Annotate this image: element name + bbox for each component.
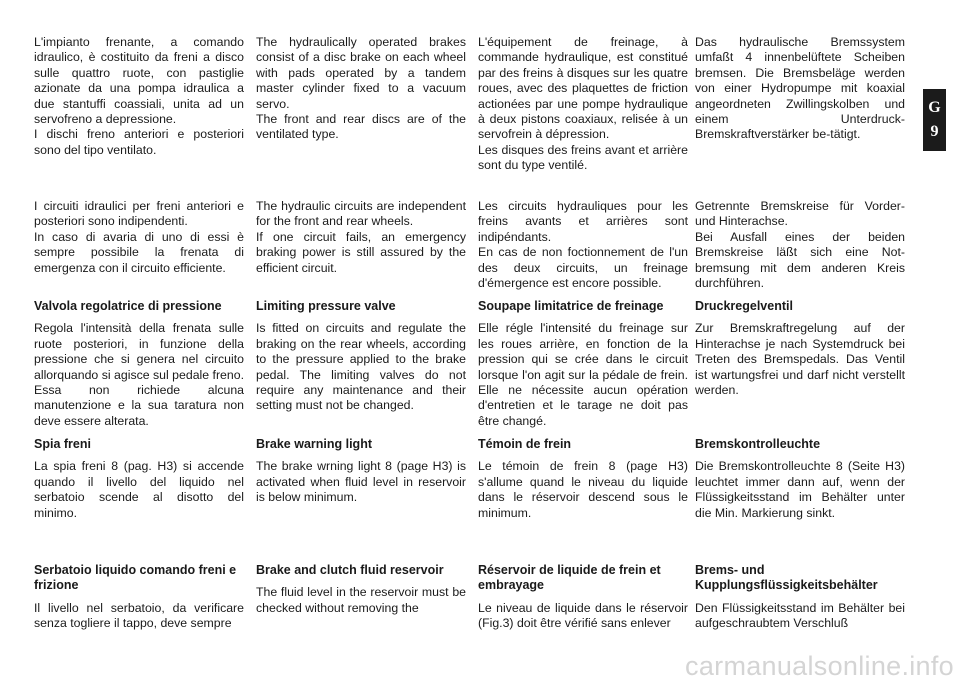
text-block	[256, 437, 466, 506]
text-block	[34, 199, 244, 276]
text-block	[695, 35, 905, 143]
text-block	[256, 199, 466, 276]
section-heading: Spia freni	[34, 437, 91, 451]
text-block	[34, 563, 244, 632]
paragraph: Les disques des freins avant et arrière sont du type ventilé.	[478, 142, 688, 173]
paragraph: Il livello nel serbatoio, da verificare senza togliere il tappo, deve sempre	[34, 600, 244, 631]
section-heading: Réservoir de liquide de frein et embrayage	[478, 563, 661, 593]
paragraph: Das hydraulische Bremssystem umfaßt 4 innenbelüftete Scheiben bremsen. Die Bremsbeläge werden von einer Hydropumpe mit koaxial angeordneten Zwillingskolben und einem Unterdruck-Bremskraftverstärker be-tätigt.	[695, 35, 905, 142]
paragraph: Zur Bremskraftregelung auf der Hinterachse je nach Systemdruck bei Treten des Bremspedals. Das Ventil ist wartungsfrei und darf nicht verstellt werden.	[695, 321, 905, 398]
paragraph: L'équipement de freinage, à commande hydraulique, est constitué par des freins à disques sur les quatre roues, avec des plaquettes de friction actionées par une pompe hydraulique à deux pistons coaxiaux, relisée à un servofrein à dépression.	[478, 35, 688, 142]
text-block	[478, 199, 688, 291]
paragraph: The fluid level in the reservoir must be checked without removing the	[256, 585, 466, 615]
section-heading: Valvola regolatrice di pressione	[34, 299, 222, 313]
paragraph: Die Bremskontrolleuchte 8 (Seite H3) leuchtet immer dann auf, wenn der Flüssigkeitsstand im Behälter unter die Min. Markierung sinkt.	[695, 459, 905, 520]
paragraph: En cas de non foctionnement de l'un des deux circuits, un freinage d'émergence est encore possible.	[478, 245, 688, 291]
paragraph: I dischi freno anteriori e posteriori sono del tipo ventilato.	[34, 127, 244, 157]
paragraph: Le niveau de liquide dans le réservoir (Fig.3) doit être vérifié sans enlever	[478, 600, 688, 631]
section-heading: Brems- und Kupplungsflüssigkeitsbehälter	[695, 563, 878, 593]
paragraph: The brake wrning light 8 (page H3) is activated when fluid level in reservoir is below minimum.	[256, 459, 466, 505]
text-block	[695, 199, 905, 291]
paragraph: In caso di avaria di uno di essi è sempre possibile la frenata di emergenza con il circuito efficiente.	[34, 229, 244, 275]
section-heading: Témoin de frein	[478, 437, 572, 451]
paragraph: The hydraulically operated brakes consist of a disc brake on each wheel with pads operated by a tandem master cylinder fixed to a vacuum servo.	[256, 35, 466, 111]
text-block	[256, 35, 466, 143]
text-block	[256, 299, 466, 414]
text-block	[478, 299, 688, 429]
text-block	[478, 563, 688, 632]
section-heading: Serbatoio liquido comando freni e frizione	[34, 563, 237, 593]
text-block	[256, 563, 466, 616]
paragraph: Elle régle l'intensité du freinage sur les roues arrière, en fonction de la pression qui se crée dans le circuit lorsque l'on agit sur la pédale de frein. Elle ne nécessite aucun opération d'entretien et le tarage ne doit pas être changé.	[478, 321, 688, 428]
text-block	[478, 35, 688, 174]
paragraph: The front and rear discs are of the ventilated type.	[256, 112, 466, 142]
section-heading: Brake warning light	[256, 437, 372, 451]
section-tab-number: 9	[930, 123, 939, 140]
section-heading: Druckregelventil	[695, 299, 793, 313]
section-heading: Brake and clutch fluid reservoir	[256, 563, 444, 577]
paragraph: Regola l'intensità della frenata sulle ruote posteriori, in funzione della pressione che si genera nel circuito allorquando si agisce sul pedale freno. Essa non richiede alcuna manutenzione e la sua taratura non deve essere alterata.	[34, 321, 244, 428]
paragraph: Bei Ausfall eines der beiden Bremskreise läßt sich eine Not- bremsung mit dem anderen Kreis durchführen.	[695, 229, 905, 291]
text-block	[695, 299, 905, 398]
paragraph: If one circuit fails, an emergency braking power is still assured by the efficient circuit.	[256, 229, 466, 275]
text-block	[34, 437, 244, 521]
paragraph: La spia freni 8 (pag. H3) si accende quando il livello del liquido nel serbatoio scende al disotto del minimo.	[34, 459, 244, 520]
watermark: carmanualsonline.info	[685, 651, 954, 681]
text-block	[34, 299, 244, 429]
paragraph: Den Flüssigkeitsstand im Behälter bei aufgeschraubtem Verschluß	[695, 600, 905, 631]
paragraph: I circuiti idraulici per freni anteriori e posteriori sono indipendenti.	[34, 199, 244, 229]
section-heading: Limiting pressure valve	[256, 299, 396, 313]
paragraph: Is fitted on circuits and regulate the braking on the rear wheels, according to the pressure applied to the brake pedal. The limiting valves do not require any maintenance and their setting must not be changed.	[256, 321, 466, 413]
paragraph: Getrennte Bremskreise für Vorder- und Hinterachse.	[695, 199, 905, 229]
text-block	[34, 35, 244, 158]
paragraph: The hydraulic circuits are independent for the front and rear wheels.	[256, 199, 466, 229]
text-block	[695, 437, 905, 521]
paragraph: Les circuits hydrauliques pour les freins avants et arrières sont indipéndants.	[478, 199, 688, 244]
section-tab	[923, 89, 946, 151]
paragraph: Le témoin de frein 8 (page H3) s'allume quand le niveau du liquide dans le réservoir descend sous le minimum.	[478, 459, 688, 520]
section-heading: Soupape limitatrice de freinage	[478, 299, 664, 313]
paragraph: L'impianto frenante, a comando idraulico, è costituito da freni a disco sulle quattro ruote, con pastiglie azionate da una pompa idraulica a due stantuffi coassiali, unita ad un servofreno a depressione.	[34, 35, 244, 127]
text-block	[478, 437, 688, 521]
section-tab-letter: G	[928, 99, 941, 116]
section-heading: Bremskontrolleuchte	[695, 437, 821, 451]
text-block	[695, 563, 905, 632]
